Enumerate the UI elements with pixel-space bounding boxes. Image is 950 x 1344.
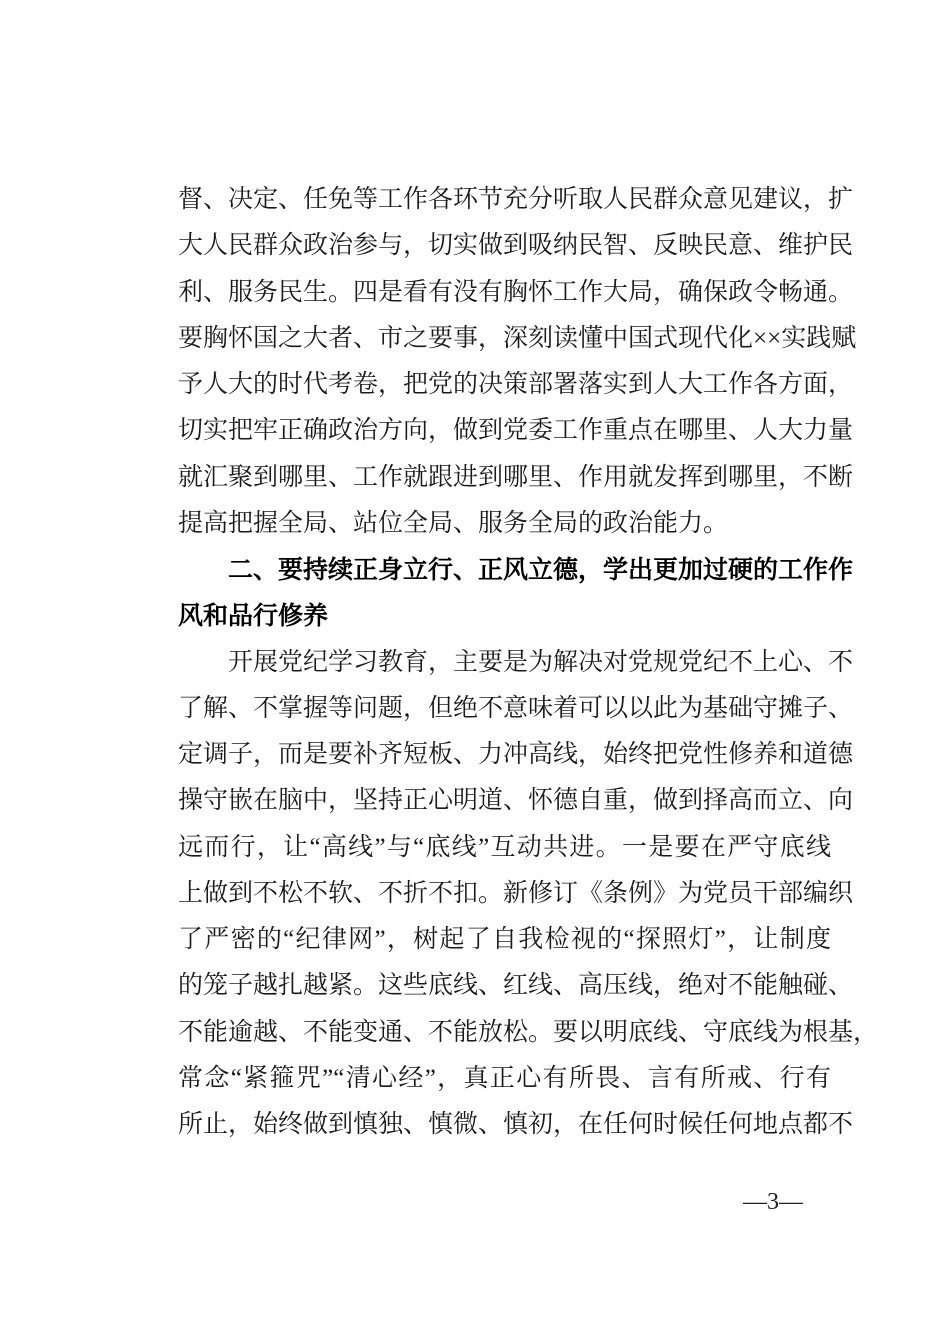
text-line: 利、服务民生。四是看有没有胸怀工作大局，确保政令畅通。 [178,278,854,306]
heading-line: 风和品行修养 [178,602,329,631]
text-line: 予人大的时代考卷，把党的决策部署落实到人大工作各方面， [178,371,854,398]
page-number: —3— [743,1189,803,1215]
text-line: 了解、不掌握等问题，但绝不意味着可以以此为基础守摊子、 [178,694,854,722]
text-line: 开展党纪学习教育，主要是为解决对党规党纪不上心、不 [178,648,854,676]
text-line: 远而行，让“高线”与“底线”互动共进。一是要在严守底线 [178,833,831,861]
section-heading [178,547,854,640]
text-line: 上做到不松不软、不折不扣。新修订《条例》为党员干部编织 [178,879,854,907]
heading-line: 二、要持续正身立行、正风立德，学出更加过硬的工作作 [178,556,854,584]
text-line: 督、决定、任免等工作各环节充分听取人民群众意见建议，扩 [178,186,854,213]
text-line: 提高把握全局、站位全局、服务全局的政治能力。 [178,509,729,537]
paragraph-1 [178,177,857,547]
text-line: 不能逾越、不能变通、不能放松。要以明底线、守底线为根基， [178,1018,879,1046]
document-body [178,177,879,1148]
text-line: 常念“紧箍咒”“清心经”，真正心有所畏、言有所戒、行有 [178,1064,831,1092]
text-line: 的笼子越扎越紧。这些底线、红线、高压线，绝对不能触碰、 [178,972,854,1000]
text-line: 了严密的“纪律网”，树起了自我检视的“探照灯”，让制度 [178,926,831,953]
text-line: 定调子，而是要补齐短板、力冲高线，始终把党性修养和道德 [178,741,854,768]
text-line: 所止，始终做到慎独、慎微、慎初，在任何时候任何地点都不 [178,1111,854,1138]
text-line: 大人民群众政治参与，切实做到吸纳民智、反映民意、维护民 [178,232,854,260]
text-line: 要胸怀国之大者、市之要事，深刻读懂中国式现代化××实践赋 [178,324,857,352]
paragraph-2 [178,640,879,1149]
text-line: 切实把牢正确政治方向，做到党委工作重点在哪里、人大力量 [178,417,854,445]
text-line: 操守嵌在脑中，坚持正心明道、怀德自重，做到择高而立、向 [178,787,854,815]
text-line: 就汇聚到哪里、工作就跟进到哪里、作用就发挥到哪里，不断 [178,463,854,491]
